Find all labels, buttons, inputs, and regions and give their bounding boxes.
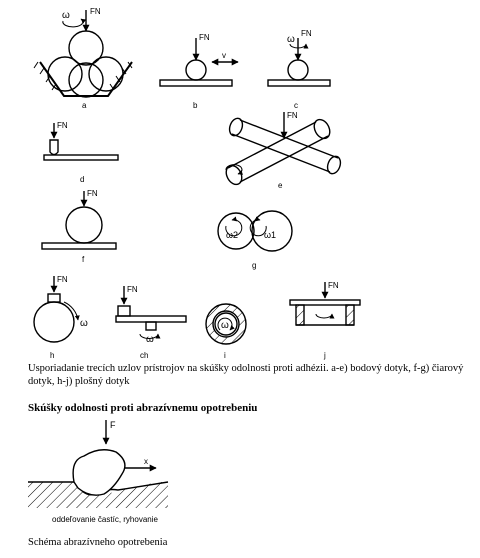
panel-d-force-label: FN (57, 121, 68, 130)
panel-e-force-label: FN (287, 111, 298, 120)
panel-c (268, 38, 330, 86)
panel-ch-force-label: FN (127, 285, 138, 294)
panel-a-force-label: FN (90, 7, 101, 16)
abrasion-force-label: F (110, 420, 116, 430)
panel-f (42, 191, 116, 249)
panel-b-label: b (193, 101, 198, 110)
panel-c-label: c (294, 101, 298, 110)
abrasion-motion-label: x (144, 457, 148, 466)
panel-j-force-label: FN (328, 281, 339, 290)
panel-b (160, 38, 238, 86)
panel-h-rotation-label: ω (80, 318, 88, 329)
abrasion-bottom-label: oddeľovanie častíc, ryhovanie (52, 515, 158, 524)
panel-h (34, 276, 78, 342)
panel-b-motion-label: v (222, 51, 226, 60)
panel-e-label: e (278, 181, 283, 190)
panel-a (34, 10, 132, 97)
panel-ch-rotation-label: ω (146, 334, 154, 345)
section-heading: Skúšky odolnosti proti abrazívnemu opotrebeniu (28, 402, 258, 414)
panel-g-label: g (252, 261, 257, 270)
panel-g-omega2-label: ω2 (226, 230, 239, 240)
abrasion-caption: Schéma abrazívneho opotrebenia (28, 537, 168, 548)
figure-caption: Usporiadanie trecích uzlov prístrojov na skúšky odolnosti proti adhézii. a-e) bodový dotyk, f-g) čiarový dotyk, h-j) plošný dotyk (28, 363, 464, 387)
panel-h-label: h (50, 351, 55, 360)
panel-c-force-label: FN (301, 29, 312, 38)
panel-e (223, 112, 343, 187)
panel-j-label: j (324, 351, 326, 360)
panel-g-omega1-label: ω1 (264, 230, 277, 240)
panel-d (44, 123, 118, 160)
panel-c-rotation-label: ω (287, 34, 295, 45)
panel-i-label: i (224, 351, 226, 360)
panel-a-label: a (82, 101, 87, 110)
panel-j (290, 282, 360, 325)
panel-i-rotation-label: ω (221, 320, 229, 331)
panel-f-label: f (82, 255, 85, 264)
panel-d-label: d (80, 175, 85, 184)
panel-f-force-label: FN (87, 189, 98, 198)
panel-ch-label: ch (140, 351, 149, 360)
panel-b-force-label: FN (199, 33, 210, 42)
panel-h-force-label: FN (57, 275, 68, 284)
panel-a-rotation-label: ω (62, 10, 70, 21)
